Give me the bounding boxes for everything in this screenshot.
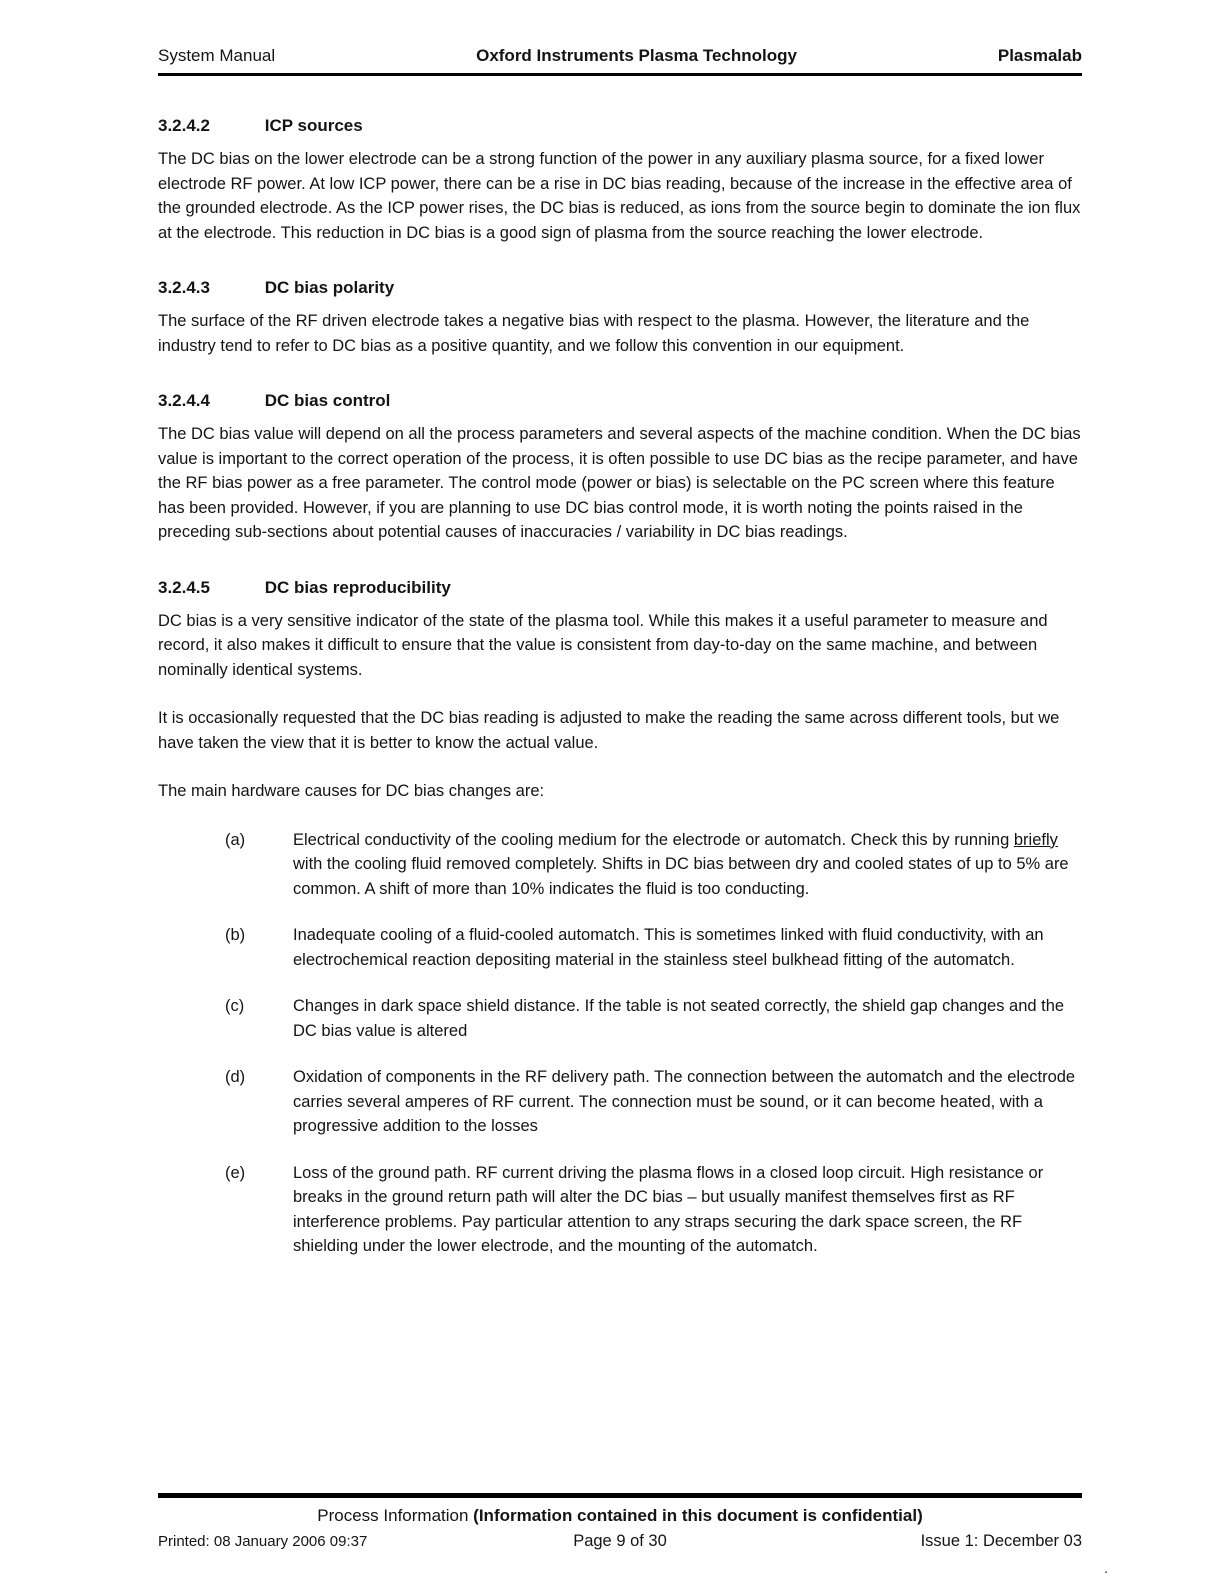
paragraph: DC bias is a very sensitive indicator of the state of the plasma tool. While this makes it a useful parameter to measure and record, it also makes it difficult to ensure that the value is consistent from day-to-day on the same machine, and between nominally identical systems. [158,611,1048,679]
footer-confidentiality-line [158,1505,1082,1527]
page-header [158,46,1082,76]
section-heading [158,388,1082,413]
list-item-text: Changes in dark space shield distance. If the table is not seated correctly, the shield gap changes and the DC bias value is altered [293,997,1065,1040]
paragraph: The surface of the RF driven electrode takes a negative bias with respect to the plasma. However, the literature and the industry tend to refer to DC bias as a positive quantity, and we follow this convention in our equipment. [158,312,1030,355]
paragraph: The DC bias on the lower electrode can be a strong function of the power in any auxiliary plasma source, for a fixed lower electrode RF power. At low ICP power, there can be a rise in DC bias reading, because of the increase in the effective area of the grounded electrode. As the ICP power rises, the DC bias is reduced, as ions from the source begin to dominate the ion flux at the electrode. This reduction in DC bias is a good sign of plasma from the source reaching the lower electrode. [158,150,1081,242]
underlined-word: briefly [1013,830,1058,849]
footer-printed-timestamp: Printed: 08 January 2006 09:37 [158,1533,368,1550]
header-doc-type: System Manual [158,46,276,65]
list-item-b [158,923,1082,972]
section-number: 3.2.4.3 [158,278,210,297]
section-heading [158,275,1082,300]
list-item-c [158,994,1082,1043]
footer-process-info: Process Information [317,1506,474,1525]
list-text-segment: Electrical conductivity of the cooling medium for the electrode or automatch. Check this by running [293,830,1014,849]
list-item-text [293,828,1082,902]
section-title: ICP sources [264,116,363,135]
section-heading [158,575,1082,600]
page-footer [158,1493,1082,1551]
footer-page-number: Page 9 of 30 [573,1532,667,1550]
paragraph: The main hardware causes for DC bias changes are: [158,782,545,800]
list-item-text: Oxidation of components in the RF delivery path. The connection between the automatch and the electrode carries several amperes of RF current. The connection must be sound, or it can become heated, with a progressive addition to the losses [293,1068,1076,1135]
list-item-label: (d) [225,1068,246,1086]
list-item-text: Inadequate cooling of a fluid-cooled automatch. This is sometimes linked with fluid conductivity, with an electrochemical reaction depositing material in the stainless steel bulkhead fitting of the automatch. [293,926,1044,969]
section-heading [158,113,1082,138]
list-item-label: (e) [225,1163,246,1182]
paragraph: It is occasionally requested that the DC bias reading is adjusted to make the reading the same across different tools, but we have taken the view that it is better to know the actual value. [158,709,1060,752]
section-dc-bias-reproducibility [158,575,1082,1259]
section-number: 3.2.4.5 [158,577,210,597]
header-company: Oxford Instruments Plasma Technology [476,46,797,65]
section-title: DC bias reproducibility [264,577,451,597]
footer-rule [158,1493,1082,1498]
section-title: DC bias polarity [264,278,395,297]
footer-confidential-note: (Information contained in this document is confidential) [473,1506,923,1525]
header-product: Plasmalab [997,46,1082,65]
list-item-d [158,1065,1082,1139]
list-item-text: Loss of the ground path. RF current driving the plasma flows in a closed loop circuit. High resistance or breaks in the ground return path will alter the DC bias – but usually manifest themselves first as RF interference problems. Pay particular attention to any straps securing the dark space screen, the RF shielding under the lower electrode, and the mounting of the automatch. [293,1163,1044,1255]
hardware-causes-list [158,828,1082,1259]
list-item-label: (c) [225,997,245,1015]
list-item-e [158,1161,1082,1259]
section-title: DC bias control [264,391,391,410]
section-dc-bias-control [158,388,1082,545]
list-text-segment: with the cooling fluid removed completely. Shifts in DC bias between dry and cooled states of up to 5% are common. A shift of more than 10% indicates the fluid is too conducting. [293,855,1069,898]
list-item-label: (b) [225,926,246,944]
list-item-label: (a) [225,830,246,849]
document-content [158,113,1082,1289]
section-dc-bias-polarity [158,275,1082,358]
footer-issue: Issue 1: December 03 [920,1532,1082,1550]
footer-meta-line [158,1532,1082,1551]
section-icp-sources [158,113,1082,245]
list-item-a [158,828,1082,902]
section-number: 3.2.4.4 [158,391,210,410]
section-number: 3.2.4.2 [158,116,210,135]
stray-scan-mark: . [1104,1560,1109,1577]
paragraph: The DC bias value will depend on all the process parameters and several aspects of the machine condition. When the DC bias value is important to the correct operation of the process, it is often possible to use DC bias as the recipe parameter, and have the RF bias power as a free parameter. The control mode (power or bias) is selectable on the PC screen where this feature has been provided. However, if you are planning to use DC bias control mode, it is worth noting the points raised in the preceding sub-sections about potential causes of inaccuracies / variability in DC bias readings. [158,425,1081,541]
